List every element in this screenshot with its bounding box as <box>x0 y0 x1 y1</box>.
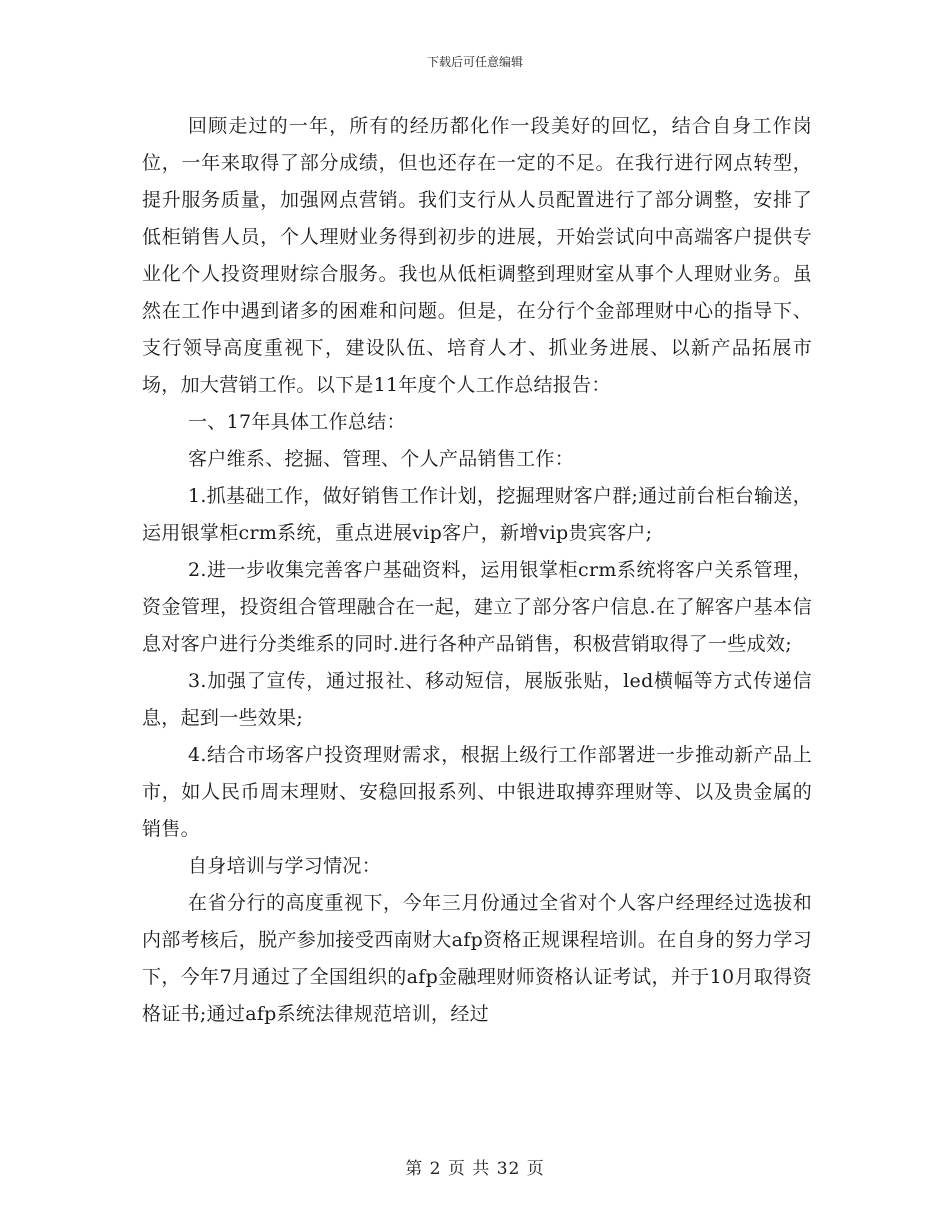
page-footer: 第 2 页 共 32 页 <box>405 1159 545 1179</box>
list-item: 2.进一步收集完善客户基础资料，运用银掌柜crm系统将客户关系管理，资金管理，投资组合管理融合在一起，建立了部分客户信息.在了解客户基本信息对客户进行分类维系的同时.进行各种产品销售，积极营销取得了一些成效; <box>142 559 812 655</box>
paragraph-training: 在省分行的高度重视下，今年三月份通过全省对个人客户经理经过选拔和内部考核后，脱产参加接受西南财大afp资格正规课程培训。在自身的努力学习下，今年7月通过了全国组织的afp金融理财师资格认证考试，并于10月取得资格证书;通过afp系统法律规范培训，经过 <box>142 892 812 1025</box>
document-body <box>142 108 812 1033</box>
list-item: 3.加强了宣传，通过报社、移动短信，展版张贴，led横幅等方式传递信息，起到一些效果; <box>142 670 812 729</box>
list-item: 4.结合市场客户投资理财需求，根据上级行工作部署进一步推动新产品上市，如人民币周末理财、安稳回报系列、中银进取搏弈理财等、以及贵金属的销售。 <box>142 744 812 840</box>
list-item: 1.抓基础工作，做好销售工作计划，挖掘理财客户群;通过前台柜台输送，运用银掌柜crm系统，重点进展vip客户，新增vip贵宾客户; <box>142 485 812 544</box>
subsection-heading: 自身培训与学习情况： <box>188 855 382 877</box>
subsection-heading: 客户维系、挖掘、管理、个人产品销售工作： <box>188 448 575 470</box>
section-heading: 一、17年具体工作总结： <box>188 411 406 433</box>
page-header: 下载后可任意编辑 <box>426 55 523 69</box>
paragraph-intro: 回顾走过的一年，所有的经历都化作一段美好的回忆，结合自身工作岗位，一年来取得了部分成绩，但也还存在一定的不足。在我行进行网点转型，提升服务质量，加强网点营销。我们支行从人员配置进行了部分调整，安排了低柜销售人员，个人理财业务得到初步的进展，开始尝试向中高端客户提供专业化个人投资理财综合服务。我也从低柜调整到理财室从事个人理财业务。虽然在工作中遇到诸多的困难和问题。但是，在分行个金部理财中心的指导下、支行领导高度重视下，建设队伍、培育人才、抓业务进展、以新产品拓展市场，加大营销工作。以下是11年度个人工作总结报告： <box>142 115 812 396</box>
